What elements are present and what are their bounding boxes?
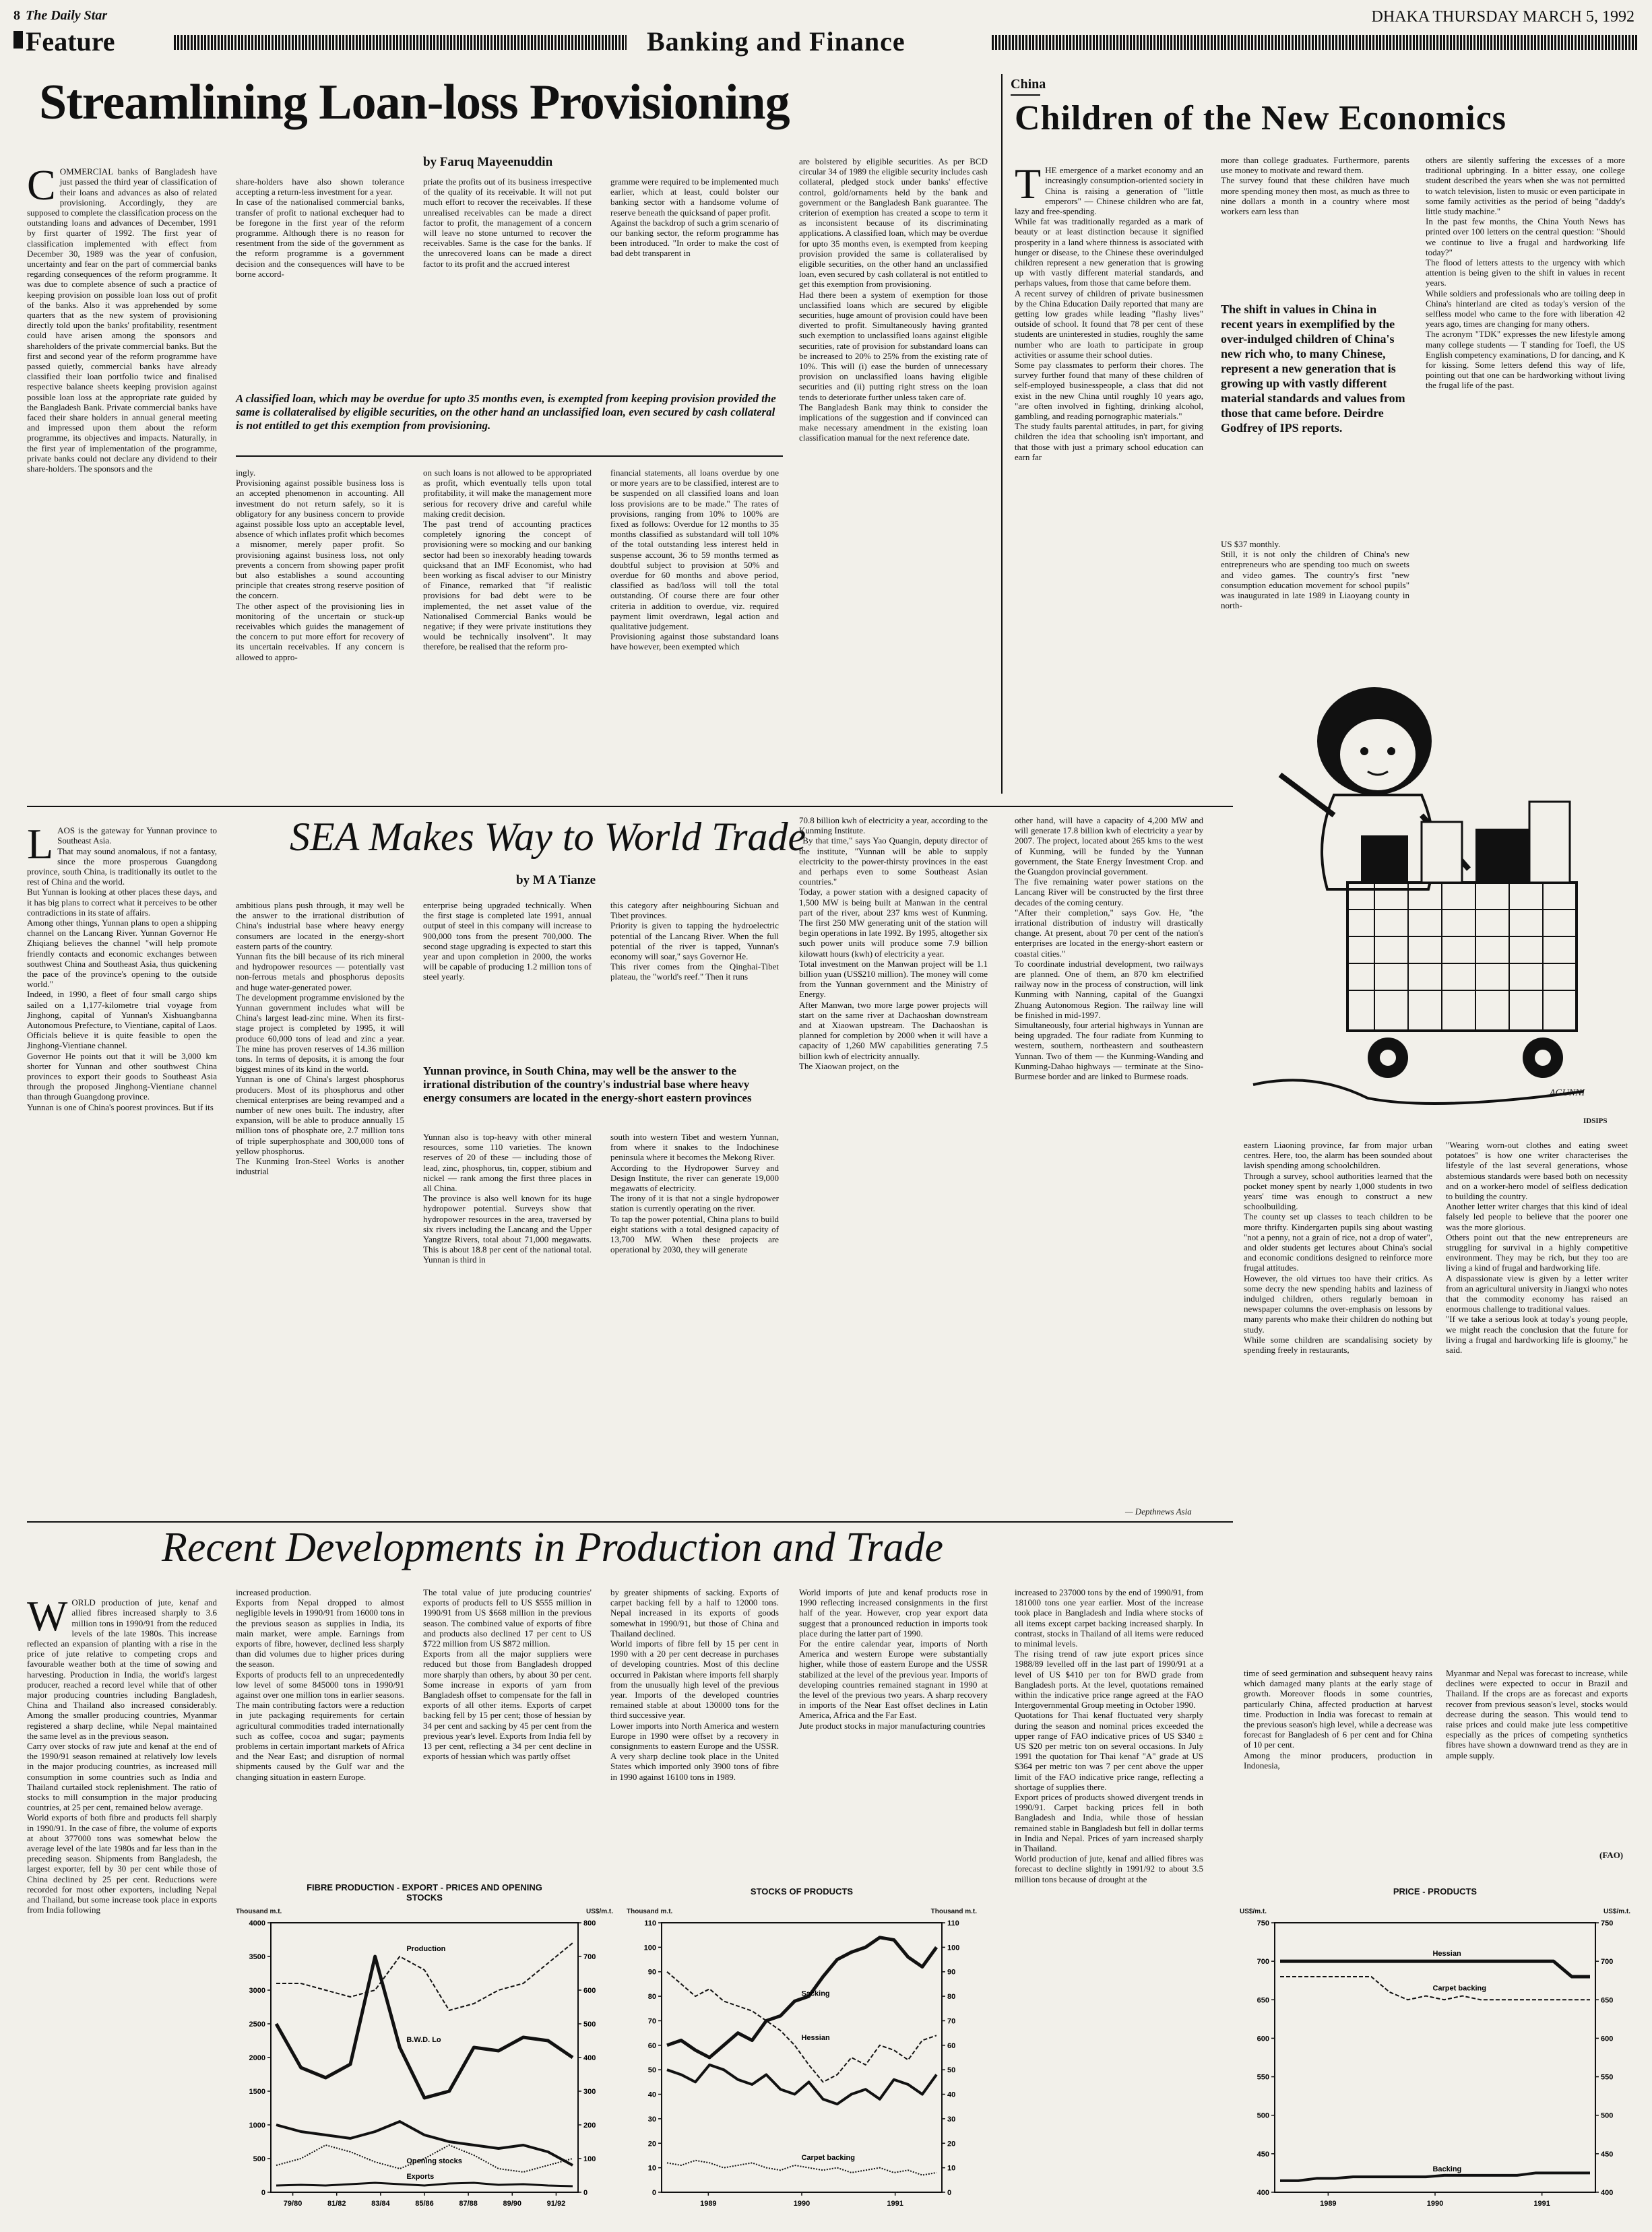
series-line: [1280, 2173, 1590, 2180]
article3-pullquote: The shift in values in China in recent years in exemplified by the over-indulged children of China's new rich who, to many Chinese, represent a new generation that is growing up with vastly different material standards and values from those that came before. Deirdre Godfrey of IPS reports.: [1221, 302, 1405, 435]
series-label: Backing: [1432, 2165, 1462, 2174]
article4-credit: (FAO): [1599, 1850, 1624, 1860]
article2-col2: ambitious plans push through, it may well be the answer to the irrational distribution of China's industrial base where heavy energy consumers are located in the energy-short eastern parts of the country. Yunnan fits the bill because of its rich mineral and hydropower resources — potentially vast non-ferrous metals and phosphorus deposits and huge water-generated power. The development programme envisioned by the Yunnan government includes what will be China's largest lead-zinc mine. When its first-stage project is completed by 1995, it will produce 60,000 tons of lead and zinc a year. The mine has proven reserves of 14.36 million tons. In terms of deposits, it is among the four biggest mines of its kind in the world. Yunnan is one of China's largest phosphorus producers. Most of its phosphorus and other chemical enterprises are being revamped and a number of new ones built. The industry, after expansion, will be able to produce annually 15 million tons of phosphate ore, 2.7 million tons of triple superphosphate and 300,000 tons of yellow phosphorus. The Kunming Iron-Steel Works is another industrial: [236, 900, 404, 1177]
article2-title: SEA Makes Way to World Trade: [290, 815, 806, 859]
chart-stocks-of-products: [627, 1882, 977, 2219]
y-tick-label: 600: [1601, 2035, 1614, 2043]
article1-col4b: financial statements, all loans overdue by one or more years are to be classified, interest are to be suspended on all classified loans and loan loss provisions are to be made." The rates of provisions, ranging from 10% to 100% are fixed as follows: Overdue for 12 months to 35 months classified as substandard will toll 10% of the total outstanding less interest held in suspense account, 36 to 59 months termed as doubtful subject to provision at 50% and overdue for 60 months and above period, classified as bad/loss will toll the total outstanding. Of course there are four other criteria in addition to overdue, viz. required payment limit overdrawn, legal action and qualitative judgement. Provisioning against those substandard loans have however, been exempted which: [610, 468, 779, 652]
kicker-rule: [1011, 94, 1040, 96]
y-tick-label: 1500: [249, 2088, 265, 2096]
x-tick-label: 1989: [1320, 2200, 1337, 2208]
y-tick-label: 650: [1257, 1996, 1269, 2005]
article4-col4: by greater shipments of sacking. Exports of carpet backing fell by a half to 12000 tons. Nepal increased in its exports of goods somewhat in 1990/91, but those of China and Thailand declined. World imports of fibre fell by 15 per cent in 1990 with a 20 per cent decrease in purchases of developing countries. Most of this decline occurred in Pakistan where imports fell sharply from the unusually high level of the previous year. Imports of the developed countries remained stable at about 130000 tons for the third successive year. Lower imports into North America and western Europe in 1990 were offset by a recovery in consignments to eastern Europe and the USSR. A very sharp decline took place in the United States which imported only 3900 tons of fibre in 1990 against 16100 tons in 1989.: [610, 1587, 779, 1782]
y-tick-label: 0: [261, 2189, 265, 2197]
chart-svg: [1240, 1916, 1630, 2219]
y-tick-label: 0: [947, 2189, 952, 2197]
y-tick-label: 400: [583, 2054, 596, 2062]
series-line: [667, 2161, 936, 2175]
chart-price-products: [1240, 1882, 1630, 2219]
y-tick-label: 500: [253, 2155, 265, 2163]
plot-frame: [271, 1923, 578, 2192]
x-tick-label: 87/88: [459, 2200, 478, 2208]
y-tick-label: 200: [583, 2122, 596, 2130]
article2-credit: — Depthnews Asia: [1125, 1506, 1192, 1517]
y-tick-label: 700: [583, 1953, 596, 1961]
article1-col2: share-holders have also shown tolerance accepting a return-less investment for a year. In case of the nationalised commercial banks, transfer of profit to national exchequer had to be foregone in the first year of the reform programme. Although there is no reason for resentment from the side of the government as the reform programme is a government decision and the consequences will have to be borne accord-: [236, 177, 404, 279]
section-label: Feature: [26, 26, 115, 57]
article4-col1: WORLD production of jute, kenaf and allied fibres increased sharply to 3.6 million tons in 1990/91 from the reduced levels of the late 1980s. This increase reflected an expansion of planting with a rise in the price of jute relative to competing crops and favourable weather both at the time of sowing and harvesting. Production in India, the world's largest producer, reached a record level while that of other major producing countries including Bangladesh, China and Thailand also increased considerably. Among the smaller producing countries, Myanmar registered a sharp decline, while Nepal maintained the same level as in the previous season. Carry over stocks of raw jute and kenaf at the end of the 1990/91 season remained at relatively low levels in the major producing countries, as increased mill consumption in some countries such as India and Thailand curtailed stock replenishment. The ratio of stocks to mill consumption in the major producing countries, at 25 per cent, remained below average. World exports of both fibre and products fell sharply in 1990/91. In the case of fibre, the volume of exports at about 377000 tons was somewhat below the average level of the late 1980s and far less than in the preceding season. Shipments from Bangladesh, the largest exporter, fell by 30 per cent while those of China declined by 25 per cent. Reductions were recorded for most other exporters, including Nepal and Thailand, but some increase took place in exports from India following: [27, 1592, 217, 1915]
article1-col1: COMMERCIAL banks of Bangladesh have just passed the third year of classification of their loans and advances as also of related provisioning. Accordingly, they are supposed to complete the classification process on the outstanding loans and advances of December, 1991 by first quarter of 1992. The first year of classification implemented with effect from December 30, 1989 was the year of confusion, uncertainty and fear on the part of commercial banks regarding consequences of the reform programme. It was due to complete absence of such a practice of keeping provision on possible loan loss out of profit of the banks. Also it was apprehended by some quarters that as the new system of provisioning directly told upon the banks' profitability, resentment could have arisen among the sponsors and shareholders of the private commercial banks. But the first and second year of the reform programme have passed quietly, commercial banks have already classified their loan portfolio twice and finalised respective balance sheets keeping provision against possible loan loss at the appropriate rate guided by the Bangladesh Bank. Private commercial banks have faced their share holders in annual general meeting and impressed upon them about the reform programme, its objectives and impacts. Naturally, in the first year of implementation of the programme, private banks could not declare any dividend to their share-holders. The sponsors and the: [27, 161, 217, 474]
cartoon-illustration: [1233, 667, 1624, 1132]
article2-col1: LAOS is the gateway for Yunnan province to Southeast Asia. That may sound anomalous, if not a fantasy, since the more prosperous Guangdong province, south China, is traditionally its outlet to the rest of China and the world. But Yunnan is looking at other places these days, and it has big plans to correct what it perceives to be other contradictions in its state of affairs. Among other things, Yunnan plans to open a shipping channel on the Lancang River. Yunnan Governor He Zhiqiang believes the channel "will help promote friendly contacts and economic exchanges between southwest China and Southeast Asia, thus quickening the pace of the province's opening to the outside world." Indeed, in 1990, a fleet of four small cargo ships sailed on a 1,177-kilometre trial voyage from Jinghong, capital of Yunnan's Xishuangbanna Autonomous Prefecture, to Vientiane, capital of Laos. Officials believe it is quite feasible to open the Jinghong-Vientiane channel. Governor He points out that it will be 3,000 km shorter for Yunnan and other southwest China provinces to export their goods to Southeast Asia through the proposed Jinghong-Vientiane channel than through Guangdong province. Yunnan is one of China's poorest provinces. But if its: [27, 820, 217, 1112]
y-tick-label: 110: [644, 1919, 656, 1927]
article3-title: Children of the New Economics: [1015, 99, 1507, 137]
x-tick-label: 1990: [793, 2200, 811, 2208]
dateline: DHAKA THURSDAY MARCH 5, 1992: [1371, 8, 1634, 26]
y-axis-label-left: Thousand m.t.: [236, 1908, 282, 1915]
y-axis-label-left: US$/m.t.: [1240, 1908, 1267, 1915]
plot-frame: [1275, 1923, 1595, 2192]
article1-pullquote: A classified loan, which may be overdue for upto 35 months even, is exempted from keeping provision provided the same is collateralised by eligible securities, on the other hand an unclassified loan, even secured by cash collateral is not entitled to get this exemption from provisioning.: [236, 392, 776, 432]
series-label: Carpet backing: [801, 2154, 855, 2162]
article4-top-rule: [27, 1521, 1233, 1523]
series-label: Sacking: [801, 1989, 830, 1998]
article2-col3: enterprise being upgraded technically. When the first stage is completed late 1991, annual output of steel in this company will increase to 900,000 tons from the present 700,000. The second stage upgrading is expected to start this year and upon completion in 2000, the works will be capable of producing 1.2 million tons of steel yearly.: [423, 900, 592, 982]
article1-byline: by Faruq Mayeenuddin: [423, 155, 553, 169]
series-label: Carpet backing: [1432, 1984, 1486, 1993]
y-tick-label: 500: [1257, 2111, 1269, 2120]
article3-col1: THE emergence of a market economy and an increasingly consumption-oriented society in China is raising a generation of "little emperors" — Chinese children who are fat, lazy and free-spending. While fat was traditionally regarded as a mark of beauty or at least distinction because it signified prosperity in a land where thinness is associated with hunger or disease, to the Chinese these overindulged children represent a new generation that is growing up with vastly different material standards, and perhaps values, from those that came before them. A recent survey of children of private businessmen by the China Education Daily reported that many are getting low grades while leading "flashy lives" outside of school. It found that 78 per cent of these students are uninterested in studies, roughly the same number who are loath to participate in group activities or assume their school duties. Some pay classmates to perform their chores. The survey further found that many of these children of self-employed businesspeople, a class that did not exist in the new China until roughly 10 years ago, "are often involved in fighting, drinking alcohol, gambling, and reading pornographic materials." The study faults parental attitudes, in part, for giving children the idea that schooling isn't important, and that those with just a primary school education can earn far: [1015, 160, 1203, 462]
y-tick-label: 30: [947, 2115, 956, 2124]
paper-name: The Daily Star: [26, 8, 108, 23]
y-tick-label: 50: [947, 2066, 956, 2075]
article2-col6: other hand, will have a capacity of 4,200 MW and will generate 17.8 billion kwh of electricity a year by 2007. The project, located about 265 kms to the west of Kunming, will be funded by the Yunnan government, the State Energy Investment Crop. and the Guangdon provincial government. The five remaining water power stations on the Lancang River will be constructed by the first three decades of the coming century. "After their completion," says Gov. He, "the irrational distribution of industry will drastically change. At present, about 70 per cent of the nation's enterprises are located in the energy-short eastern or coastal cities." To coordinate industrial development, two railways are planned. One of them, an 870 km electrified railway now in the process of construction, will link Kunming with Nanning, capital of the Guangxi Zhuang Autonomous Region. The railway line will be finished in mid-1997. Simultaneously, four arterial highways in Yunnan are being upgraded. The four radiate from Kunming to western, southern, northeastern and southeastern Yunnan. Two of them — the Kunming-Wanding and Kunming-Dahao highways — terminate at the Sino-Burmese border and are linked to Burmese roads.: [1015, 815, 1203, 1082]
y-tick-label: 400: [1601, 2189, 1614, 2197]
y-tick-label: 90: [647, 1968, 656, 1977]
y-tick-label: 20: [647, 2140, 656, 2148]
y-tick-label: 110: [947, 1919, 959, 1927]
dropcap: T: [1015, 160, 1042, 208]
y-tick-label: 650: [1601, 1996, 1614, 2005]
pullquote-rule: [236, 455, 783, 457]
y-tick-label: 450: [1601, 2150, 1614, 2159]
chart-title: PRICE - PRODUCTS: [1393, 1886, 1478, 1896]
y-tick-label: 700: [1601, 1958, 1614, 1967]
y-tick-label: 300: [583, 2088, 596, 2096]
article1-divider: [1001, 74, 1003, 794]
y-tick-label: 500: [1601, 2111, 1614, 2120]
chart-fibre-production: [236, 1882, 613, 2219]
y-tick-label: 50: [647, 2066, 656, 2075]
y-tick-label: 3000: [249, 1987, 265, 1995]
y-tick-label: 750: [1601, 1919, 1614, 1927]
y-tick-label: 800: [583, 1919, 596, 1927]
article4-title: Recent Developments in Production and Trade: [162, 1525, 943, 1570]
x-tick-label: 89/90: [503, 2200, 522, 2208]
dropcap: L: [27, 820, 54, 868]
article4-col8: Myanmar and Nepal was forecast to increase, while declines were expected to occur in Brazil and Thailand. If the crops are as forecast and exports recover from previous season's level, stocks would decrease during the season. This would tend to raise prices and could make jute less competitive especially as the prices of competing synthetics fibres have shown a downward trend as they are in ample supply.: [1446, 1668, 1628, 1760]
y-tick-label: 3500: [249, 1953, 265, 1961]
y-tick-label: 500: [583, 2020, 596, 2029]
y-tick-label: 90: [947, 1968, 956, 1977]
article3-col3b: "Wearing worn-out clothes and eating sweet potatoes" is how one writer characterises the lifestyle of the last several generations, whose abstemious standards were based both on necessity and on a worker-hero model of selfless dedication to building the country. Another letter writer charges that this kind of ideal falsely led people to believe that the poorer one was the more glorious. Others point out that the new entrepreneurs are struggling for survival in a highly competitive environment. They may be rich, but they too are living a kind of frugal and hardworking life. A dispassionate view is given by a letter writer from an agricultural university in Jiangxi who notes that the commodity economy has raised an enormous challenge to traditional values. "If we take a serious look at today's young people, we might reach the conclusion that the future for living a frugal and hardworking life is gloomy," he said.: [1446, 1140, 1628, 1356]
article2-pullquote: Yunnan province, in South China, may well be the answer to the irrational distribution of the country's industrial base where heavy energy consumers are located in the energy-short eastern provinces: [423, 1064, 752, 1104]
series-label: Exports: [406, 2173, 435, 2181]
x-tick-label: 1991: [887, 2200, 903, 2208]
x-tick-label: 1990: [1426, 2200, 1444, 2208]
page-number: 8: [13, 8, 20, 23]
y-tick-label: 750: [1257, 1919, 1269, 1927]
y-tick-label: 10: [647, 2164, 656, 2173]
article1-col3: priate the profits out of its business irrespective of the quality of its receivable. It will not put much effort to recover the receivables. If these unrealised receivables can be made a direct factor to profit, the management of a concern will leave no stone unturned to recover the receivables. Same is the case for the banks. If the unrecovered loans can be made a direct factor to its profit and the accrued interest: [423, 177, 592, 269]
series-label: Hessian: [1432, 1950, 1461, 1958]
y-tick-label: 10: [947, 2164, 956, 2173]
y-tick-label: 100: [583, 2155, 596, 2163]
y-tick-label: 100: [947, 1944, 960, 1952]
y-tick-label: 60: [647, 2041, 656, 2050]
article2-top-rule: [27, 806, 1233, 807]
article3-col2: more than college graduates. Furthermore, parents use money to motivate and reward them. The survey found that these children have much more spending money then most, as much as three to nine dollars a month in a country where most workers earn less than: [1221, 155, 1409, 217]
y-tick-label: 100: [643, 1944, 656, 1952]
y-tick-label: 0: [652, 2189, 656, 2197]
dropcap: C: [27, 161, 56, 210]
article1-title: Streamlining Loan-loss Provisioning: [39, 75, 790, 130]
series-line: [276, 1956, 573, 2098]
y-tick-label: 70: [947, 2017, 956, 2026]
y-tick-label: 2500: [249, 2020, 265, 2029]
y-tick-label: 0: [583, 2189, 588, 2197]
y-tick-label: 80: [647, 1993, 656, 2002]
article4-col5: World imports of jute and kenaf products rose in 1990 reflecting increased consignments in the first half of the year. However, crop year export data suggest that a pronounced reduction in imports took place during the latter part of 1990. For the entire calendar year, imports of North America and western Europe were substantially higher, while those of eastern Europe and the USSR stabilized at the level of the previous year. Imports of developing countries remained stagnant in 1990 at the level of the previous two years. A sharp recovery in imports of the Near East offset declines in Latin America, Africa and the Far East. Jute product stocks in major manufacturing countries: [799, 1587, 988, 1731]
article2-col5: 70.8 billion kwh of electricity a year, according to the Kunming Institute. "By that time," says Yao Quangin, deputy director of the institute, "Yunnan will be able to supply electricity to the power-thirsty provinces in the east and perhaps even to some Southeast Asian countries." Today, a power station with a designed capacity of 1,500 MW is being built at Manwan in the central part of the river, about 237 kms west of Kunming. The first 250 MW generating unit of the station will begin operations in late 1992. By 1995, altogether six such power units will produce some 7.9 billion kilowatt hours (kwh) of electricity a year. Total investment on the Manwan project will be 1.1 billion yuan (US$210 million). The money will come from the Yunnan government and the Ministry of Energy. After Manwan, two more large power projects will start on the same river at Dachaoshan downstream and at Xiaowan upstream. The Dachaoshan is planned for completion by 2000 when it will have a capacity of 1,260 MW capabilities generating 7.5 billion kwh of electricity annually. The Xiaowan project, on the: [799, 815, 988, 1071]
chart-svg: [627, 1916, 977, 2219]
topic-label: Banking and Finance: [647, 26, 906, 57]
y-axis-label-left: Thousand m.t.: [627, 1908, 673, 1915]
y-axis-label-right: US$/m.t.: [1603, 1908, 1630, 1915]
article4-col3: The total value of jute producing countries' exports of products fell to US $555 million in 1990/91 from US $668 million in the previous season. The combined value of exports of fibre and products also declined 17 per cent to US $722 million from US $872 million. Exports from all the major suppliers were reduced but those from Bangladesh dropped more sharply than others, by about 30 per cent. Some increase in exports of yarn from Bangladesh offset to compensate for the fall in exports of all other items. Exports of carpet backing fell by 15 per cent; those of hessian by 34 per cent and sacking by 45 per cent from the previous year's level. Exports from India fell by 13 per cent, reflecting a 34 per cent decline in exports of hessian which was partly offset: [423, 1587, 592, 1762]
article3-kicker: China: [1011, 77, 1046, 92]
article1-col5: are bolstered by eligible securities. As per BCD circular 34 of 1989 the eligible security includes cash collateral, pledged stock under banks' effective control, gold/ornaments held by the bank and government or the Bangladesh Bank guarantee. The criterion of exemption has created a scope to term it as inconsistent because of its discriminating applications. A classified loan, which may be overdue for upto 35 months even, is exempted from keeping provision provided the same is collateralised by eligible securities, on the other hand an unclassified loan, even secured by cash collateral is not entitled to get this exemption from provisioning. Had there been a system of exemption for those unclassified loans which are secured by eligible securities, huge amount of provision could have been diverted to profit. Simultaneously having granted such exemption to unclassified loans against eligible securities, rate of provision for substandard loans can be increased to 20% to 25% from the existing rate of 10%. This will (i) ease the burden of unnecessary provision on unclassified loans having eligible securities and (ii) putting right stress on the loan tends to deteriorate further unless taken care of. The Bangladesh Bank may think to consider the implications of the suggestion and if convinced can make necessary amendment in the existing loan classification manual for the next reference date.: [799, 156, 988, 443]
article1-col4: gramme were required to be implemented much earlier, which at least, could bolster our banking sector with a handsome volume of reserve beneath the quicksand of paper profit. Against the backdrop of such a grim scenario of our banking sector, the reform programme has been introduced. "In order to make the cost of bad debt transparent in: [610, 177, 779, 259]
article3-col1b: eastern Liaoning province, far from major urban centres. Here, too, the alarm has been sounded about lavish spending among schoolchildren. Through a survey, school authorities learned that the pocket money spent by nearly 1,000 students in two years' time was enough to construct a new schoolbuilding. The county set up classes to teach children to be more thrifty. Kindergarten pupils sing about wasting "not a penny, not a grain of rice, not a drop of water", and older students get lectures about China's social and economic conditions designed to reinforce more frugal attitudes. However, the old virtues too have their critics. As some decry the new spending habits and laziness of indulged children, others regularly bemoan in newspaper columns the over-emphasis on lessons by many parents who make their children do nothing but study. While some children are scandalising society by spending freely in restaurants,: [1244, 1140, 1432, 1356]
series-label: Hessian: [801, 2033, 830, 2042]
y-axis-label-right: US$/m.t.: [585, 1908, 613, 1915]
plot-frame: [662, 1923, 942, 2192]
y-tick-label: 20: [947, 2140, 956, 2148]
article4-col7: time of seed germination and subsequent heavy rains which damaged many plants at the early stage of growth. Moreover floods in some countries, particularly China, affected production at harvest time. Production in India was forecast to remain at the previous season's high level, while a decrease was forecast for Bangladesh of 6 per cent and for China of 10 per cent. Among the minor producers, production in Indonesia,: [1244, 1668, 1432, 1771]
y-tick-label: 40: [947, 2091, 956, 2099]
y-tick-label: 600: [583, 1987, 596, 1995]
y-tick-label: 70: [647, 2017, 656, 2026]
x-tick-label: 1989: [700, 2200, 717, 2208]
series-line: [276, 2183, 573, 2186]
child-shopping-cart-cartoon: [1233, 667, 1624, 1132]
dropcap: W: [27, 1592, 68, 1640]
y-tick-label: 80: [947, 1993, 956, 2002]
y-tick-label: 1000: [249, 2122, 265, 2130]
y-tick-label: 4000: [249, 1919, 265, 1927]
series-label: Production: [406, 1945, 446, 1953]
x-tick-label: 85/86: [415, 2200, 434, 2208]
series-label: Opening stocks: [406, 2157, 462, 2165]
article2-col3b: Yunnan also is top-heavy with other mineral resources, some 110 varieties. The known reserves of 20 of these — including those of lead, zinc, phosphorus, tin, copper, stibium and nickel — rank among the first three places in all China. The province is also well known for its huge hydropower potential. Surveys show that hydropower resources in the area, traversed by six rivers including the Lancang and the Upper Yangtze Rivers, total about 71,000 megawatts. This is about 18.8 per cent of the national total. Yunnan is third in: [423, 1132, 592, 1265]
y-tick-label: 400: [1257, 2189, 1269, 2197]
masthead: [13, 5, 1639, 73]
y-tick-label: 40: [647, 2091, 656, 2099]
y-tick-label: 2000: [249, 2054, 265, 2062]
article1-col3b: on such loans is not allowed to be appropriated as profit, which eventually tells upon total profitability, it will make the management more serious for recovery drive and careful while making credit decision. The past trend of accounting practices completely ignoring the concept of provisioning were so mocking and our banking sector had been so inexorably heading towards quicksand that an IMF Economist, who had been working as fiscal adviser to our Ministry of Finance, remarked that "if realistic provisions for bad debt were to be implemented, the net asset value of the Nationalised Commercial Banks would be negative; if they were private institutions they would be technically insolvent". It may therefore, be realised that the reform pro-: [423, 468, 592, 652]
y-axis-label-right: Thousand m.t.: [930, 1908, 977, 1915]
masthead-rule-right: [992, 35, 1639, 50]
series-line: [276, 1943, 573, 2010]
article1-col2b: ingly. Provisioning against possible business loss is an accepted phenomenon in accounting. All investment do not return safely, so it is obligatory for any business concern to provide against possible loss upto an acceptable level, absence of which inflates profit which becomes a misnomer, merely paper profit. So provisioning against business loss, not only prevents a concern from showing paper profit but also establishes a sound accounting principle that creates strong reserve position of the concern. The other aspect of the provisioning lies in monitoring of the uncertain or stuck-up receivables which guides the management of the concern to put more effort for recovery of its uncertain receivables. If any concern is allowed to appro-: [236, 468, 404, 662]
article4-col6: increased to 237000 tons by the end of 1990/91, from 181000 tons one year earlier. Most of the increase took place in Bangladesh and India where stocks of all items except carpet backing increased sharply. In contrast, stocks in Thailand of all items were reduced to minimal levels. The rising trend of raw jute export prices since 1988/89 levelled off in the last part of 1990/91 at a level of US $410 per ton for BWD grade from Bangladesh ports. At the level, quotations remained within the indicative price range agreed at the FAO Intergovernmental Group meeting in October 1990. Quotations for Thai kenaf fluctuated very sharply during the season and nominal prices exceeded the upper range of FAO indicative prices of US $340 ± US $20 per metric ton on several occasions. In July 1991 the quotation for Thai kenaf "A" grade at US $364 per metric ton was 7 per cent above the upper limit of the FAO indicative price range, reflecting a shortage of supplies there. Export prices of products showed divergent trends in 1990/91. Carpet backing prices fell in both Bangladesh and India, while those of hessian remained stable in Bangladesh but fell in dollar terms in India and Nepal. Prices of yarn increased sharply in Thailand. World production of jute, kenaf and allied fibres was forecast to decline slightly in 1991/92 to about 3.5 million tons because of drought at the: [1015, 1587, 1203, 1884]
y-tick-label: 600: [1257, 2035, 1269, 2043]
article2-col4b: south into western Tibet and western Yunnan, from where it snakes to the Indochinese peninsula where it becomes the Mekong River. According to the Hydropower Survey and Design Institute, the river can generate 19,000 megawatts of electricity. The irony of it is that not a single hydropower station is currently operating on the river. To tap the power potential, China plans to build eight stations with a total designed capacity of 13,700 MW. When these projects are operational by 2030, they will generate: [610, 1132, 779, 1255]
series-label: B.W.D. Lo: [406, 2036, 441, 2044]
x-tick-label: 1991: [1533, 2200, 1550, 2208]
article3-col2b: US $37 monthly. Still, it is not only the children of China's new entrepreneurs who are spending too much on sweets and video games. The country's first "new consumption education movement for school pupils" was inaugurated in late 1989 in Liaoyang county in north-: [1221, 539, 1409, 611]
x-tick-label: 81/82: [327, 2200, 346, 2208]
masthead-rule-left: [174, 35, 627, 50]
x-tick-label: 91/92: [546, 2200, 566, 2208]
series-line: [1280, 1961, 1590, 1977]
x-tick-label: 79/80: [283, 2200, 303, 2208]
y-tick-label: 30: [647, 2115, 656, 2124]
chart-svg: [236, 1916, 613, 2219]
article2-byline: by M A Tianze: [516, 873, 596, 887]
y-tick-label: 700: [1257, 1958, 1269, 1967]
y-tick-label: 450: [1257, 2150, 1269, 2159]
series-line: [667, 2065, 936, 2104]
y-tick-label: 550: [1257, 2073, 1269, 2082]
article2-col4: this category after neighbouring Sichuan and Tibet provinces. Priority is given to tapping the hydroelectric potential of the Lancang River. When the full potential of the river is tapped, Yunnan's economy will soar," says Governor He. This river comes from the Qinghai-Tibet plateau, the "world's reef." Then it runs: [610, 900, 779, 982]
chart-title: STOCKS OF PRODUCTS: [750, 1886, 854, 1896]
chart-title: FIBRE PRODUCTION - EXPORT - PRICES AND OPENING STOCKS: [307, 1882, 542, 1903]
cartoon-signature: AGUNNI: [1550, 1088, 1585, 1098]
x-tick-label: 83/84: [371, 2200, 390, 2208]
cartoon-credit: IDSIPS: [1583, 1117, 1608, 1125]
y-tick-label: 60: [947, 2041, 956, 2050]
article3-col3: others are silently suffering the excesses of a more traditional upbringing. In a bitter essay, one college student described the years when she was not permitted to watch television, listen to music or even participate in some family activities as the period of being "daddy's little study machine." In the past few months, the China Youth News has printed over 100 letters on the central question: "Should we continue to live a frugal and hardworking life today?" The flood of letters attests to the urgency with which attention is being given to the shift in values in recent years. While soldiers and professionals who are toiling deep in China's hinterland are cited as today's version of the selfless model who came to the fore with liberation 42 years ago, times are changing for many others. The acronym "TDK" expresses the new lifestyle among many college students — T standing for Toefl, the US English competency examinations, D for dancing, and K for kissing. Some letters defend this way of life, pointing out that one can be hardworking without living the frugal life of the past.: [1426, 155, 1625, 391]
article4-col2: increased production. Exports from Nepal dropped to almost negligible levels in 1990/91 from 16000 tons in the previous season as supplies in India, its main market, were ample. Earnings from exports of fibre, however, declined less sharply than did volumes due to higher prices during the season. Exports of products fell to an unprecedentedly low level of some 845000 tons in 1990/91 against over one million tons in earlier seasons. The main contributing factors were a reduction in jute packaging requirements for certain agricultural commodities traded internationally such as coffee, cocoa and sugar; payments problems in certain important markets of Africa and the Near East; and disruption of normal shipments caused by the Gulf war and the changing situation in eastern Europe.: [236, 1587, 404, 1782]
section-marker: [13, 31, 23, 49]
y-tick-label: 550: [1601, 2073, 1614, 2082]
